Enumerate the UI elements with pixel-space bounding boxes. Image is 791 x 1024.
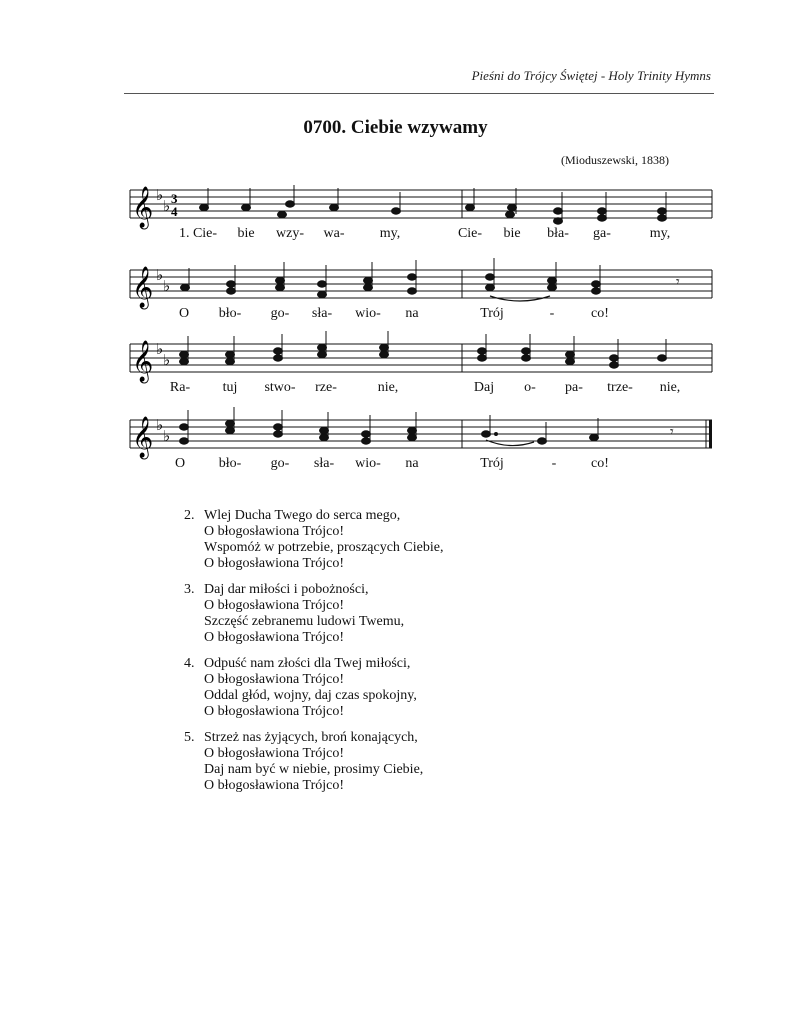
lyric-syllable: 1. Cie- <box>178 226 218 241</box>
lyric-syllable: wio- <box>355 456 381 471</box>
eighth-rest-icon: 𝄾 <box>670 424 674 440</box>
lyric-syllable: na <box>405 306 419 321</box>
lyric-syllable: go- <box>270 456 290 471</box>
lyric-syllable: trze- <box>607 380 633 395</box>
lyrics-line-4 <box>130 456 720 476</box>
lyric-syllable: stwo- <box>264 380 296 395</box>
staff-lines <box>130 344 712 372</box>
lyric-syllable: bło- <box>218 456 242 471</box>
verse-line: Wspomóż w potrzebie, proszących Ciebie, <box>204 540 444 555</box>
staff-3-notation <box>130 334 720 384</box>
verse-5 <box>184 730 604 794</box>
verse-line: Strzeż nas żyjących, broń konających, <box>204 730 418 745</box>
flat-icon: ♭ <box>156 416 164 434</box>
verse-line: O błogosławiona Trójco! <box>204 672 344 687</box>
lyric-syllable: bie <box>503 226 521 241</box>
verse-line: O błogosławiona Trójco! <box>204 598 344 613</box>
lyric-syllable: O <box>174 456 186 471</box>
verse-line: O błogosławiona Trójco! <box>204 556 344 571</box>
treble-clef-icon: 𝄞 <box>132 417 154 458</box>
lyric-syllable: bło- <box>218 306 242 321</box>
verse-line: Wlej Ducha Twego do serca mego, <box>204 508 401 523</box>
lyric-syllable: Daj <box>473 380 495 395</box>
flat-icon: ♭ <box>156 266 164 284</box>
verse-number: 5. <box>184 730 195 745</box>
lyric-syllable: wzy- <box>276 226 304 241</box>
time-signature-lower: 4 <box>171 204 178 219</box>
lyric-syllable: na <box>405 456 419 471</box>
verse-line: Szczęść zebranemu ludowi Twemu, <box>204 614 405 629</box>
staff-lines <box>130 190 712 218</box>
lyric-syllable: - <box>551 456 557 471</box>
staff-system-1 <box>130 180 720 240</box>
lyric-syllable: Ra- <box>169 380 191 395</box>
lyric-syllable: Trój <box>480 306 504 321</box>
lyric-syllable: co! <box>591 456 609 471</box>
lyric-syllable: wio- <box>355 306 381 321</box>
staff-2-notation <box>130 260 720 310</box>
time-signature-upper: 3 <box>171 191 178 206</box>
flat-icon: ♭ <box>156 186 164 204</box>
verse-line: O błogosławiona Trójco! <box>204 630 344 645</box>
staff-4-notation <box>130 410 720 460</box>
verse-line: O błogosławiona Trójco! <box>204 778 344 793</box>
additional-verses <box>184 508 604 804</box>
lyric-syllable: Cie- <box>457 226 483 241</box>
verse-line: Odpuść nam złości dla Twej miłości, <box>204 656 411 671</box>
verse-line: O błogosławiona Trójco! <box>204 746 344 761</box>
staff-system-3 <box>130 334 720 394</box>
treble-clef-icon: 𝄞 <box>132 267 154 308</box>
running-head: Pieśni do Trójcy Świętej - Holy Trinity Hymns <box>471 68 711 83</box>
verse-line: O błogosławiona Trójco! <box>204 704 344 719</box>
staff-1-notation <box>130 180 720 230</box>
lyrics-line-2 <box>130 306 720 326</box>
lyric-syllable: - <box>549 306 555 321</box>
lyrics-line-3 <box>130 380 720 400</box>
verse-line: Daj dar miłości i pobożności, <box>204 582 369 597</box>
lyric-syllable: nie, <box>377 380 399 395</box>
lyric-syllable: Trój <box>480 456 504 471</box>
lyric-syllable: nie, <box>659 380 681 395</box>
staff-lines <box>130 420 712 448</box>
lyric-syllable: pa- <box>565 380 583 395</box>
flat-icon: ♭ <box>163 197 171 215</box>
verse-2 <box>184 508 604 572</box>
lyric-syllable: bie <box>237 226 255 241</box>
lyric-syllable: o- <box>524 380 536 395</box>
lyric-syllable: go- <box>270 306 290 321</box>
flat-icon: ♭ <box>163 277 171 295</box>
lyric-syllable: rze- <box>315 380 337 395</box>
lyric-syllable: tuj <box>222 380 238 395</box>
verse-number: 4. <box>184 656 195 671</box>
lyric-syllable: bła- <box>547 226 569 241</box>
notes <box>180 407 599 446</box>
treble-clef-icon: 𝄞 <box>132 341 154 382</box>
lyric-syllable: my, <box>379 226 401 241</box>
verse-line: O błogosławiona Trójco! <box>204 524 344 539</box>
verse-number: 2. <box>184 508 195 523</box>
verse-line: Daj nam być w niebie, prosimy Ciebie, <box>204 762 424 777</box>
verse-3 <box>184 582 604 646</box>
header-rule <box>124 93 714 94</box>
staff-system-2 <box>130 260 720 320</box>
staff-system-4 <box>130 410 720 470</box>
hymn-title: 0700. Ciebie wzywamy <box>303 117 488 138</box>
eighth-rest-icon: 𝄾 <box>676 274 680 290</box>
flat-icon: ♭ <box>163 351 171 369</box>
final-barline <box>709 420 712 448</box>
lyric-syllable: O <box>178 306 190 321</box>
flat-icon: ♭ <box>156 340 164 358</box>
lyric-syllable: sła- <box>311 306 333 321</box>
staff-lines <box>130 270 712 298</box>
verse-line: Oddal głód, wojny, daj czas spokojny, <box>204 688 417 703</box>
lyric-syllable: wa- <box>323 226 345 241</box>
notes <box>181 258 601 301</box>
notes <box>180 331 667 368</box>
treble-clef-icon: 𝄞 <box>132 187 154 228</box>
lyrics-line-1 <box>130 226 720 246</box>
composer-credit: (Mioduszewski, 1838) <box>561 153 669 167</box>
lyric-syllable: ga- <box>593 226 611 241</box>
lyric-syllable: co! <box>591 306 609 321</box>
verse-number: 3. <box>184 582 195 597</box>
lyric-syllable: my, <box>649 226 671 241</box>
flat-icon: ♭ <box>163 427 171 445</box>
lyric-syllable: sła- <box>313 456 335 471</box>
verse-4 <box>184 656 604 720</box>
